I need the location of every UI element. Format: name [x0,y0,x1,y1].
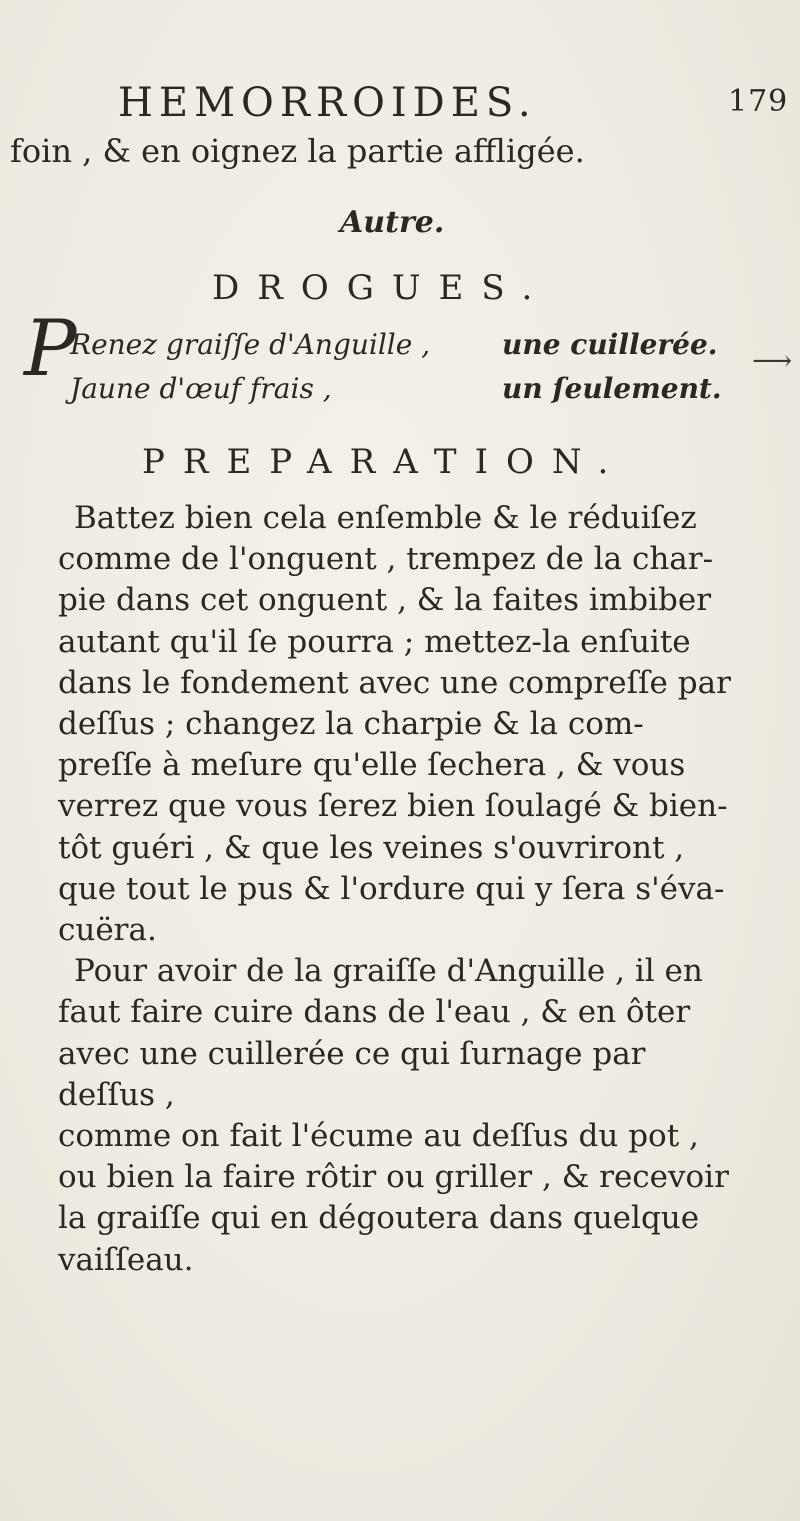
ingredient-name: Renez graiſſe d'Anguille , [70,328,431,361]
drogues-heading: DROGUES. [212,268,551,308]
paragraph-2 [58,951,748,1281]
paragraph-1 [58,498,748,951]
running-header: HEMORROIDES. [118,80,537,126]
text-line: dans le fondement avec une compreſſe par [58,664,731,701]
text-line: Pour avoir de la graiſſe d'Anguille , il en [74,953,703,990]
text-line: preſſe à meſure qu'elle ſechera , & vous [58,747,686,784]
text-line: deſſus ; changez la charpie & la com- [58,706,644,743]
text-line: comme on fait l'écume au deſſus du pot , [58,1118,699,1155]
ingredient-quantity: un ſeulement. [502,372,722,405]
ingredient-quantity: une cuillerée. [502,328,718,361]
text-line: Battez bien cela enſemble & le réduiſez [74,500,697,536]
text-line: pie dans cet onguent , & la faites imbiber [58,582,712,619]
text-line: ou bien la faire rôtir ou griller , & recevoir [58,1159,729,1196]
preparation-heading: PREPARATION. [142,442,627,482]
text-line: faut faire cuire dans de l'eau , & en ôter [58,994,691,1031]
text-line: autant qu'il ſe pourra ; mettez-la enſuite [58,623,691,660]
pointer-arrow-icon: ⟶ [752,344,793,377]
text-line: cuëra. [58,912,157,949]
recipe-subtitle: Autre. [340,205,445,240]
text-line: vaiſſeau. [58,1241,194,1278]
body-text [58,498,748,1281]
text-line: comme de l'onguent , trempez de la char- [58,541,714,578]
drop-cap: P [24,304,77,394]
page-number: 179 [728,84,789,119]
text-line: que tout le pus & l'ordure qui y ſera s'éva- [58,870,725,907]
text-line: tôt guéri , & que les veines s'ouvriront , [58,829,685,866]
text-line: verrez que vous ſerez bien ſoulagé & bien- [58,788,728,825]
text-line: avec une cuillerée ce qui ſurnage par deſſus , [58,1035,646,1113]
text-line: la graiſſe qui en dégoutera dans quelque [58,1200,700,1237]
ingredient-name: Jaune d'œuf frais , [70,372,332,405]
continuation-line: foin , & en oignez la partie affligée. [10,132,585,170]
